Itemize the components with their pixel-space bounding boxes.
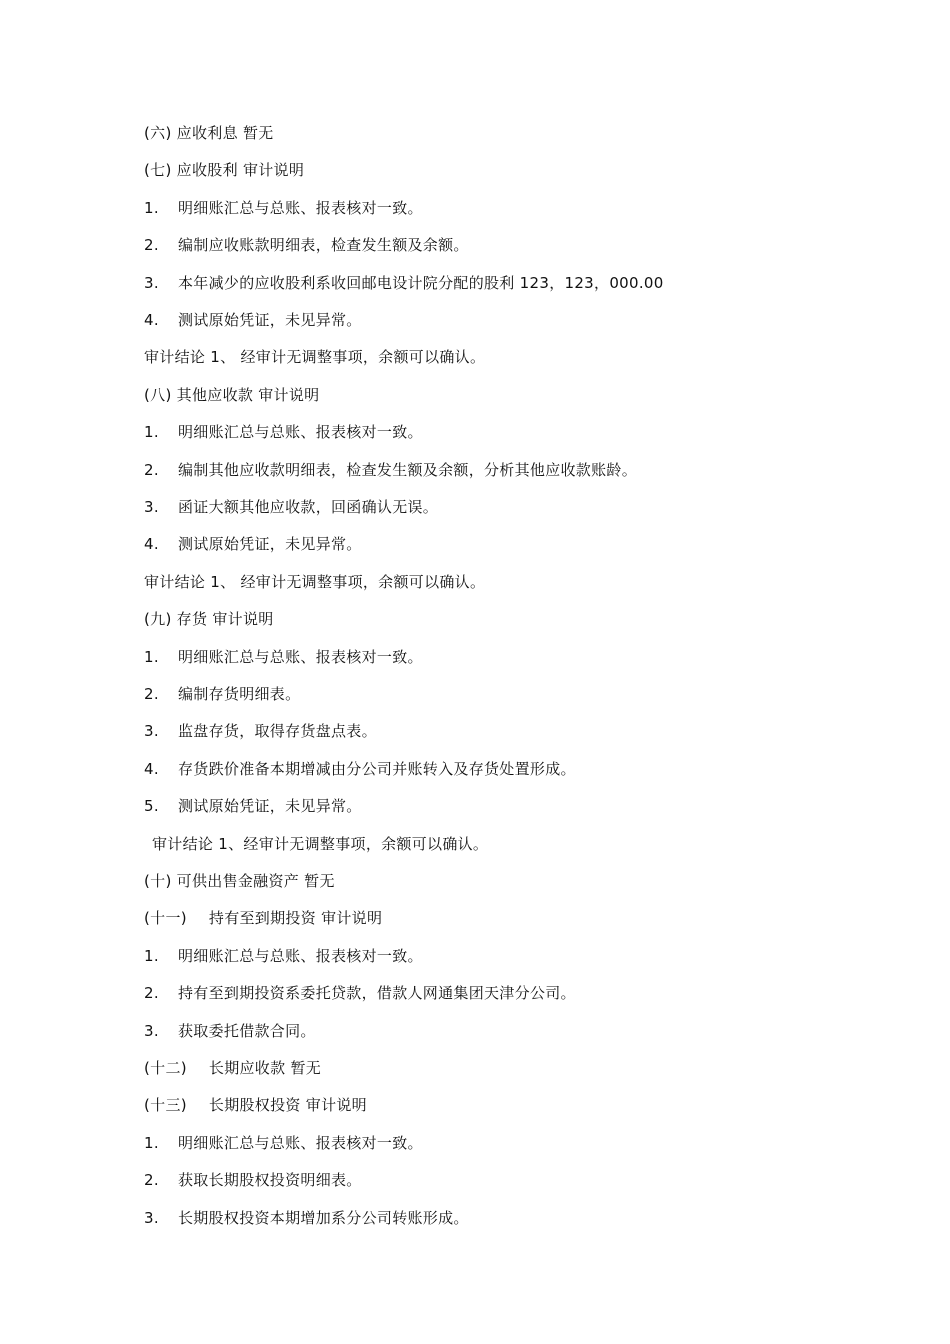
list-item-text: 明细账汇总与总账、报表核对一致。: [178, 946, 423, 965]
list-item: [144, 684, 300, 704]
list-item-text: 明细账汇总与总账、报表核对一致。: [178, 647, 423, 666]
list-item-number: 1.: [144, 647, 159, 666]
list-item: [144, 460, 637, 480]
list-item-text: 本年减少的应收股利系收回邮电设计院分配的股利 123，123，000.00: [178, 273, 664, 292]
list-item: [144, 235, 469, 255]
list-item-number: 4.: [144, 535, 159, 554]
list-item: [144, 1170, 362, 1190]
list-item-number: 1.: [144, 946, 159, 965]
list-item-text: 明细账汇总与总账、报表核对一致。: [178, 423, 423, 442]
section-number: (十三): [144, 1096, 187, 1115]
section-title: 长期股权投资 审计说明: [208, 1096, 367, 1115]
section-heading: (十) 可供出售金融资产 暂无: [144, 872, 335, 890]
list-item: [144, 534, 362, 554]
section-title: 持有至到期投资 审计说明: [208, 909, 383, 928]
list-item: [144, 1133, 423, 1153]
list-item-number: 4.: [144, 759, 159, 778]
audit-conclusion: 审计结论 1、 经审计无调整事项，余额可以确认。: [144, 348, 486, 367]
section-number: (十二): [144, 1059, 187, 1077]
list-item-text: 存货跌价准备本期增减由分公司并账转入及存货处置形成。: [178, 759, 576, 778]
list-item: [144, 721, 377, 741]
list-item-text: 持有至到期投资系委托贷款，借款人网通集团天津分公司。: [178, 984, 576, 1003]
list-item-number: 2.: [144, 236, 159, 255]
list-item: [144, 983, 576, 1003]
list-item-text: 编制其他应收款明细表，检查发生额及余额，分析其他应收款账龄。: [178, 460, 638, 479]
list-item-number: 4.: [144, 311, 159, 329]
list-item: [144, 946, 423, 966]
list-item-number: 3.: [144, 498, 159, 516]
list-item-number: 5.: [144, 797, 159, 816]
list-item: [144, 310, 362, 330]
list-item-text: 监盘存货，取得存货盘点表。: [178, 722, 377, 741]
section-heading: [144, 908, 382, 928]
list-item-text: 获取长期股权投资明细表。: [178, 1171, 362, 1190]
audit-conclusion: 审计结论 1、经审计无调整事项，余额可以确认。: [152, 834, 489, 853]
section-heading: (八) 其他应收款 审计说明: [144, 385, 320, 404]
section-number: (十一): [144, 909, 187, 928]
list-item: [144, 796, 362, 816]
list-item-text: 明细账汇总与总账、报表核对一致。: [178, 1133, 423, 1152]
list-item-text: 测试原始凭证，未见异常。: [178, 797, 362, 816]
list-item-text: 获取委托借款合同。: [178, 1021, 316, 1040]
list-item: [144, 1021, 316, 1041]
list-item-text: 明细账汇总与总账、报表核对一致。: [178, 198, 423, 217]
list-item: [144, 1208, 469, 1228]
list-item: [144, 497, 438, 517]
list-item-number: 2.: [144, 1171, 159, 1190]
list-item-text: 函证大额其他应收款，回函确认无误。: [178, 498, 439, 516]
section-heading: (七) 应收股利 审计说明: [144, 161, 305, 180]
list-item-number: 3.: [144, 722, 159, 741]
list-item-number: 3.: [144, 273, 159, 292]
list-item-number: 2.: [144, 460, 159, 479]
list-item: [144, 422, 423, 442]
list-item-text: 编制存货明细表。: [178, 685, 301, 703]
list-item-number: 2.: [144, 984, 159, 1003]
list-item-number: 1.: [144, 423, 159, 442]
list-item: [144, 198, 423, 218]
section-heading: [144, 1058, 321, 1078]
section-heading: [144, 1095, 367, 1115]
section-heading: (九) 存货 审计说明: [144, 610, 274, 629]
list-item: [144, 647, 423, 667]
list-item-number: 2.: [144, 685, 159, 703]
list-item-number: 1.: [144, 198, 159, 217]
list-item-text: 编制应收账款明细表，检查发生额及余额。: [178, 236, 469, 255]
list-item-text: 测试原始凭证，未见异常。: [178, 311, 362, 329]
list-item-text: 长期股权投资本期增加系分公司转账形成。: [178, 1208, 469, 1227]
audit-conclusion: 审计结论 1、 经审计无调整事项，余额可以确认。: [144, 572, 486, 591]
list-item-number: 3.: [144, 1021, 159, 1040]
list-item: [144, 273, 664, 293]
list-item-number: 3.: [144, 1208, 159, 1227]
list-item-text: 测试原始凭证，未见异常。: [178, 535, 362, 554]
section-title: 长期应收款 暂无: [208, 1059, 322, 1077]
list-item: [144, 759, 576, 779]
section-heading: (六) 应收利息 暂无: [144, 124, 274, 142]
list-item-number: 1.: [144, 1133, 159, 1152]
